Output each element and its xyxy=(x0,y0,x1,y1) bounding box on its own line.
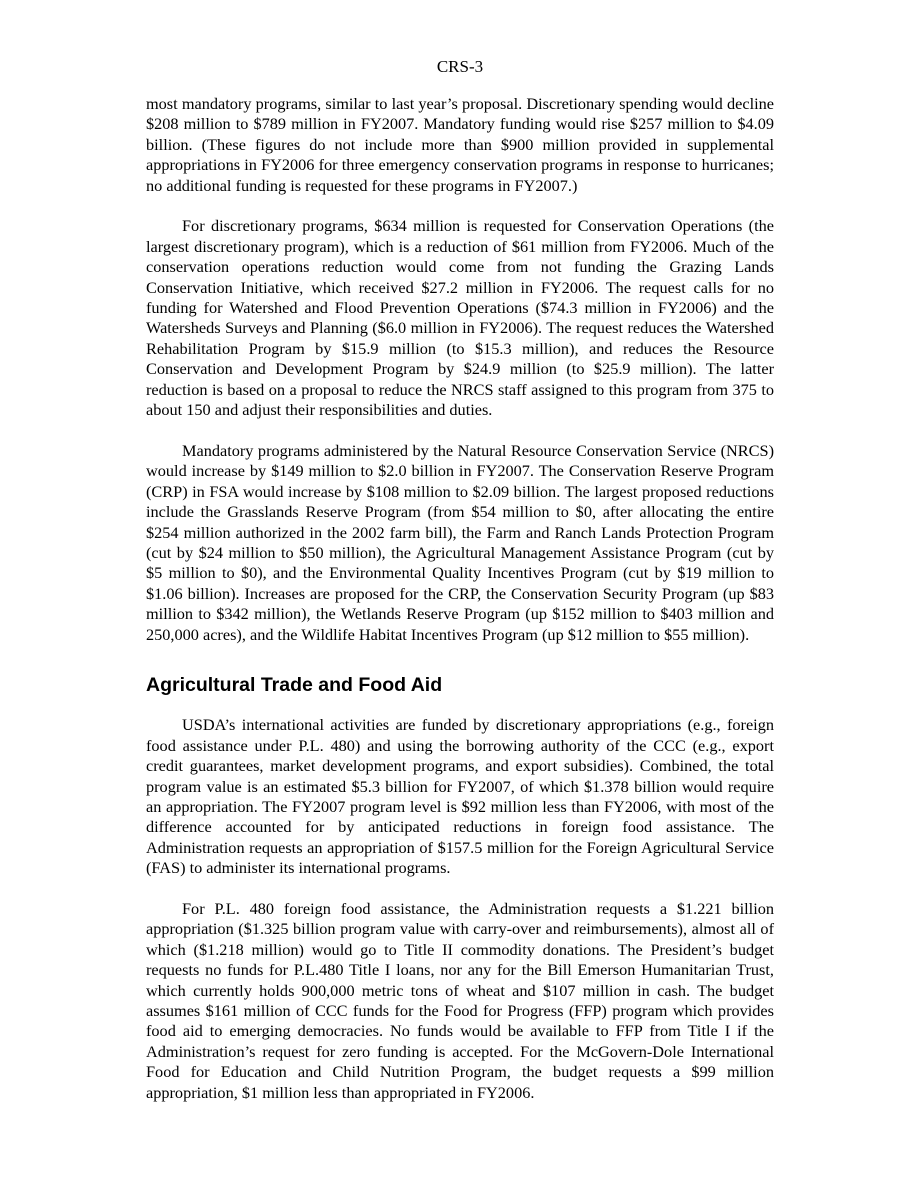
paragraph-pl480-food-assistance: For P.L. 480 foreign food assistance, the Administration requests a $1.221 billion appropriation ($1.325 billion program value with carry-over and reimbursements), almost all of which ($1.218 million) would go to Title II commodity donations. The President’s budget requests no funds for P.L.480 Title I loans, nor any for the Bill Emerson Humanitarian Trust, which currently holds 900,000 metric tons of wheat and $107 million in cash. The budget assumes $161 million of CCC funds for the Food for Progress (FFP) program which provides food aid to emerging democracies. No funds would be available to FFP from Title I if the Administration’s request for zero funding is accepted. For the McGovern-Dole International Food for Education and Child Nutrition Program, the budget requests a $99 million appropriation, $1 million less than appropriated in FY2006. xyxy=(146,898,774,1102)
paragraph-discretionary-programs: For discretionary programs, $634 million is requested for Conservation Operations (the largest discretionary program), which is a reduction of $61 million from FY2006. Much of the conservation operations reduction would come from not funding the Grazing Lands Conservation Initiative, which received $27.2 million in FY2006. The request calls for no funding for Watershed and Flood Prevention Operations ($74.3 million in FY2006) and the Watersheds Surveys and Planning ($6.0 million in FY2006). The request reduces the Watershed Rehabilitation Program by $15.9 million (to $15.3 million), and reduces the Resource Conservation and Development Program by $24.9 million (to $25.9 million). The latter reduction is based on a proposal to reduce the NRCS staff assigned to this program from 375 to about 150 and adjust their responsibilities and duties. xyxy=(146,216,774,420)
paragraph-spacer xyxy=(146,879,774,899)
paragraph-mandatory-programs-summary: most mandatory programs, similar to last year’s proposal. Discretionary spending would decline $208 million to $789 million in FY2007. Mandatory funding would rise $257 million to $4.09 billion. (These figures do not include more than $900 million provided in supplemental appropriations in FY2006 for three emergency conservation programs in response to hurricanes; no additional funding is requested for these programs in FY2007.) xyxy=(146,94,774,195)
page-number: CRS-3 xyxy=(436,57,484,76)
section-heading-agricultural-trade: Agricultural Trade and Food Aid xyxy=(146,674,443,697)
document-body xyxy=(146,94,774,1103)
paragraph-spacer xyxy=(146,645,774,665)
paragraph-international-activities: USDA’s international activities are funded by discretionary appropriations (e.g., foreign food assistance under P.L. 480) and using the borrowing authority of the CCC (e.g., export credit guarantees, market development programs, and export subsidies). Combined, the total program value is an estimated $5.3 billion for FY2007, of which $1.378 billion would require an appropriation. The FY2007 program level is $92 million less than FY2006, with most of the difference accounted for by anticipated reductions in foreign food assistance. The Administration requests an appropriation of $157.5 million for the Foreign Agricultural Service (FAS) to administer its international programs. xyxy=(146,715,774,878)
paragraph-nrcs-mandatory-programs: Mandatory programs administered by the Natural Resource Conservation Service (NRCS) would increase by $149 million to $2.0 billion in FY2007. The Conservation Reserve Program (CRP) in FSA would increase by $108 million to $2.09 billion. The largest proposed reductions include the Grasslands Reserve Program (from $54 million to $0, after allocating the entire $254 million authorized in the 2002 farm bill), the Farm and Ranch Lands Protection Program (cut by $24 million to $50 million), the Agricultural Management Assistance Program (cut by $5 million to $0), and the Environmental Quality Incentives Program (cut by $19 million to $1.06 billion). Increases are proposed for the CRP, the Conservation Security Program (up $83 million to $342 million), the Wetlands Reserve Program (up $152 million to $403 million and 250,000 acres), and the Wildlife Habitat Incentives Program (up $12 million to $55 million). xyxy=(146,440,774,644)
paragraph-spacer xyxy=(146,196,774,216)
paragraph-spacer xyxy=(146,420,774,440)
